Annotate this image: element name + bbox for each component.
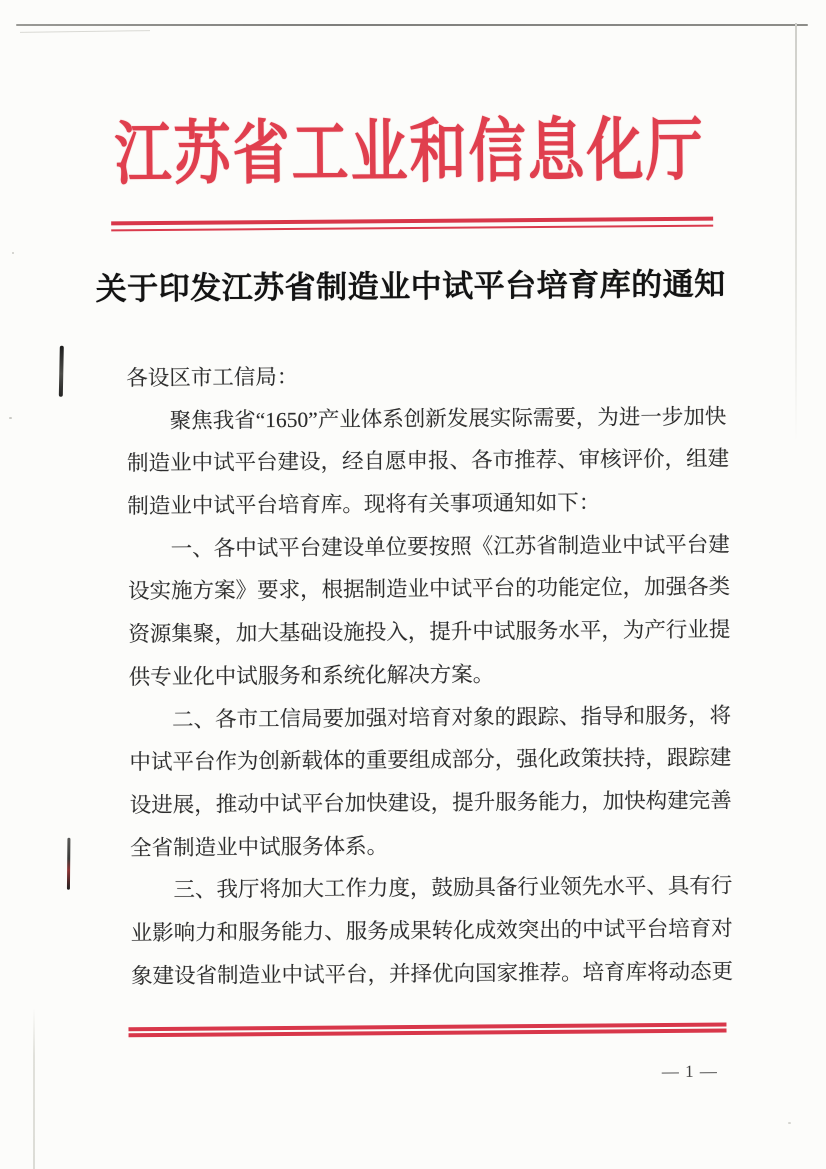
body-line: 供专业化中试服务和系统化解决方案。 — [128, 662, 495, 690]
body-line: 聚焦我省“1650”产业体系创新发展实际需要，为进一步加快 — [169, 404, 727, 433]
document-title: 关于印发江苏省制造业中试平台培育库的通知 — [95, 266, 726, 307]
staple-mark-top — [59, 346, 64, 397]
body-line: 资源集聚，加大基础设施投入，提升中试服务水平，为产行业提 — [128, 617, 731, 647]
body-line-item-3: 三、我厅将加大工作力度，鼓励具备行业领先水平、具有行 — [173, 873, 733, 903]
header-divider — [111, 217, 713, 232]
body-line: 象建设省制造业中试平台，并择优向国家推荐。培育库将动态更 — [130, 959, 734, 988]
body-line-item-1: 一、各中试平台建设单位要按照《江苏省制造业中试平台建 — [170, 532, 730, 561]
document-body — [126, 353, 734, 998]
footer-divider — [128, 1023, 726, 1037]
body-line: 制造业中试平台建设，经自愿申报、各市推荐、审核评价，组建 — [126, 446, 730, 476]
body-line-salutation: 各设区市工信局： — [126, 364, 299, 391]
body-line: 业影响力和服务能力、服务成果转化成效突出的中试平台培育对 — [130, 916, 733, 946]
staple-mark-bottom — [67, 838, 70, 890]
body-line-item-2: 二、各市工信局要加强对培育对象的跟踪、指导和服务，将 — [171, 703, 732, 732]
body-line: 设进展，推动中试平台加快建设，提升服务能力，加快构建完善 — [129, 788, 732, 818]
body-line: 设实施方案》要求，根据制造业中试平台的功能定位，加强各类 — [127, 574, 731, 604]
agency-header: 江苏省工业和信息化厅 — [114, 112, 705, 194]
body-line: 中试平台作为创新载体的重要组成部分，强化政策扶持，跟踪建 — [129, 745, 732, 775]
body-line: 全省制造业中试服务体系。 — [129, 833, 389, 860]
body-line: 制造业中试平台培育库。现将有关事项通知如下： — [127, 490, 601, 519]
page-number: — 1 — — [661, 1061, 718, 1082]
